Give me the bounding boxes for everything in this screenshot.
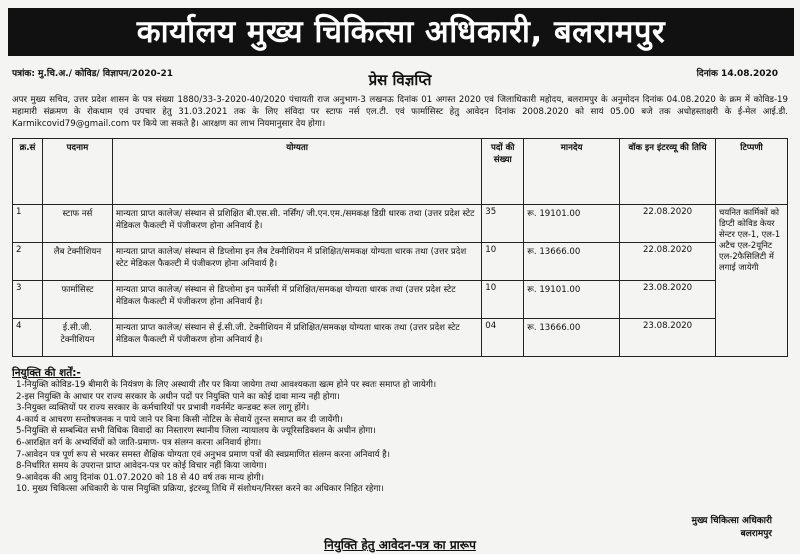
signature-place: बलरामपुर [740, 529, 772, 539]
terms-title: नियुक्ति की शर्तें:- [12, 367, 81, 379]
letter-number: पत्रांक: मु.चि.अ./ कोविड/ विज्ञापन/2020-21 [12, 69, 173, 79]
application-form-heading: नियुक्ति हेतु आवेदन-पत्र का प्रारूप [324, 538, 476, 552]
signature-designation: मुख्य चिकित्सा अधिकारी [691, 516, 772, 526]
cell-interview-date: 22.08.2020 [620, 243, 716, 281]
cell-serial: 3 [13, 281, 43, 319]
cell-honorarium: रू. 19101.00 [524, 205, 620, 243]
cell-honorarium: रू. 19101.00 [524, 281, 620, 319]
header-interview-date: वॉक इन इंटरव्यू की तिथि [620, 139, 716, 205]
cell-post: ई.सी.जी. टेक्नीशियन [42, 319, 112, 357]
cell-post: फार्मासिस्ट [42, 281, 112, 319]
table-header-row [13, 139, 788, 205]
list-item: 5-नियुक्ति से सम्बन्धित सभी विधिक विवादों का निस्तारण स्थानीय जिला न्यायालय के ज्यूरिसडिक्शन के अधीन होगा। [16, 426, 376, 437]
list-item: 1-नियुक्ति कोविड-19 बीमारी के नियंत्रण के लिए अस्थायी तौर पर किया जायेगा तथा आवश्यकता खत्म होने पर स्वतः समाप्त हो जायेगी। [16, 380, 437, 390]
cell-post: लैब टेक्नीशियन [42, 243, 112, 281]
cell-serial: 4 [13, 319, 43, 357]
cell-serial: 2 [13, 243, 43, 281]
header-post-count: पदों की संख्या [482, 139, 524, 205]
list-item: 10. मुख्य चिकित्सा अधिकारी के पास नियुक्ति प्रक्रिया, इंटरव्यू तिथि में संशोधन/निरस्त करने का अधिकार निहित रहेगा। [16, 484, 384, 495]
header-remarks: टिप्पणी [716, 139, 788, 205]
header-qualification: योग्यता [112, 139, 481, 205]
list-item: 7-आवेदन पत्र पूर्ण रूप से भरकर समस्त शैक्षिक योग्यता एवं अनुभव प्रमाण पत्रों की स्वप्रमाणित संलग्न करना अनिवार्य है। [16, 449, 390, 460]
cell-qualification: मान्यता प्राप्त कालेज/ संस्थान से प्रशिक्षित बी.एस.सी. नर्सिंग/ जी.एन.एम./समकक्ष डिग्री धारक तथा (उत्तर प्रदेश स्टेट मेडिकल फैकल्टी में पंजीकरण होना अनिवार्य है। [112, 205, 481, 243]
terms-list [16, 380, 786, 496]
cell-qualification: मान्यता प्राप्त कालेज/ संस्थान से डिप्लोमा इन लैब टेक्नीशियन में प्रशिक्षित/समकक्ष योग्यता धारक तथा (उत्तर प्रदेश स्टेट मेडिकल फैकल्टी में पंजीकरण होना अनिवार्य है। [112, 243, 481, 281]
office-title-banner: कार्यालय मुख्य चिकित्सा अधिकारी, बलरामपुर [8, 8, 794, 56]
header-post-name: पदनाम [42, 139, 112, 205]
table-row [13, 205, 788, 243]
cell-post: स्टाफ नर्स [42, 205, 112, 243]
letter-date: दिनांक 14.08.2020 [696, 69, 778, 79]
cell-qualification: मान्यता प्राप्त कालेज/ संस्थान से डिप्लोमा इन फार्मेसी में प्रशिक्षित/समकक्ष योग्यता धारक तथा (उत्तर प्रदेश स्टेट मेडिकल फैकल्टी में पंजीकरण होना अनिवार्य है। [112, 281, 481, 319]
cell-serial: 1 [13, 205, 43, 243]
list-item: 2-इस नियुक्ति के आधार पर राज्य सरकार के अधीन पदों पर नियुक्ति पाने का कोई दावा मान्य नही होगा। [16, 391, 340, 402]
press-release-intro: अपर मुख्य सचिव, उत्तर प्रदेश शासन के पत्र संख्या 1880/33-3-2020-40/2020 पंचायती राज अनुभाग-3 लखनऊ दिनांक 01 अगस्त 2020 एवं जिलाधिकारी महोदय, बलरामपुर के अनुमोदन दिनांक 04.08.2020 के क्रम में कोविड-19 महामारी संक्रमण के रोकथाम एवं उपचार हेतु 31.03.2021 तक के लिए संविदा पर स्टाफ नर्स एल.टी. एवं फार्मासिस्ट हेतु आवेदन दिनांक 2008.2020 को सायं 05.00 बजे तक अधोहस्ताक्षरी के ई-मेल आई.डी. Karmikcovid79@gmail.com पर किये जा सकते है। आरक्षण का लाभ नियमानुसार देय होगा। [12, 95, 788, 129]
press-release-title: प्रेस विज्ञप्ति [368, 71, 432, 89]
cell-count: 04 [482, 319, 524, 357]
cell-remarks: चयनित कार्मिकों को डिप्टी कोविड केयर सेन्टर एल-1, एल-1 अटैच एल-2यूनिट एल-2फैसिलिटी में लगाई जायेगी [716, 205, 788, 357]
cell-count: 35 [482, 205, 524, 243]
list-item: 9-आवेदक की आयु दिनांक 01.07.2020 को 18 से 40 वर्ष तक मान्य होगी। [16, 472, 264, 483]
table-row [13, 281, 788, 319]
cell-count: 10 [482, 243, 524, 281]
list-item: 4-कार्य व आचरण सन्तोषजनक न पाये जाने पर बिना किसी नोटिस के सेवायें तुरन्त समाप्त कर दी जायेंगी। [16, 414, 343, 425]
cell-honorarium: रू. 13666.00 [524, 243, 620, 281]
posts-table [12, 138, 788, 357]
list-item: 6-आरक्षित वर्ग के अभ्यर्थियों को जाति-प्रमाण- पत्र संलग्न करना अनिवार्य होगा। [16, 437, 262, 448]
table-row [13, 319, 788, 357]
list-item: 8-निर्धारित समय के उपरान्त प्राप्त आवेदन-पत्र पर कोई विचार नहीं किया जायेगा। [16, 461, 267, 472]
header-serial: क्र.सं [13, 139, 43, 205]
list-item: 3-नियुक्त व्यक्तियों पर राज्य सरकार के कर्मचारियों पर प्रभावी गवर्नमेंट कन्डक्ट रूल लागू होंगे। [16, 403, 310, 414]
cell-interview-date: 22.08.2020 [620, 205, 716, 243]
cell-interview-date: 23.08.2020 [620, 281, 716, 319]
cell-count: 10 [482, 281, 524, 319]
cell-qualification: मान्यता प्राप्त कालेज/ संस्थान से ई.सी.जी. टेक्नीशियन में प्रशिक्षित/समकक्ष योग्यता धारक तथा (उत्तर प्रदेश स्टेट मेडिकल फैकल्टी में पंजीकरण होना अनिवार्य है। [112, 319, 481, 357]
table-row [13, 243, 788, 281]
header-honorarium: मानदेय [524, 139, 620, 205]
cell-honorarium: रू. 13666.00 [524, 319, 620, 357]
cell-interview-date: 23.08.2020 [620, 319, 716, 357]
